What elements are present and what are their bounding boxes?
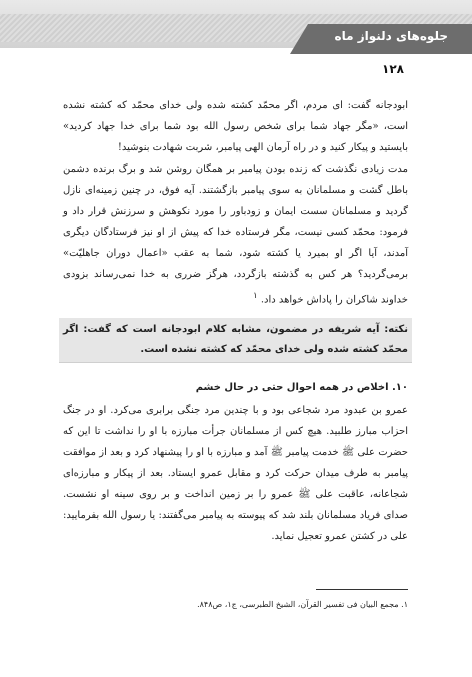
footnote-divider xyxy=(316,589,408,590)
footnote-mark: ۱ xyxy=(253,290,258,300)
paragraph-2-text: مدت زیادی نگذشت که زنده بودن پیامبر بر همگان روشن شد و برگ برنده دشمن باطل گشت و مسلمانان به سوی پیامبر بازگشتند. آیه فوق، در چنین زمینه‌ای نازل گردید و مسلمانان سست ایمان و زودباور را مورد نکوهش و سرزنش قرار داد و فرمود: محمّد کسی نیست، مگر فرستاده خدا که پیش از او نیز فرستادگان دیگری آمدند، آیا اگر او بمیرد یا کشته شود، شما به عقب «اعمال دوران جاهلیّت» برمی‌گردید؟ هر کس به گذشته بازگردد، هرگز ضرری به خدا نمی‌رساند بزودی خداوند شاکران را پاداش خواهد داد. xyxy=(63,164,409,306)
section-heading: ۱۰. اخلاص در همه احوال حتی در حال خشم xyxy=(195,382,408,393)
paragraph-1: ابودجانه گفت: ای مردم، اگر محمّد کشته شده ولی خدای محمّد که کشته نشده است، «مگر جهاد شما برای شخص رسول الله بود شما برای خدا جهاد کردید» بایستید و پیکار کنید و در راه آرمان الهی پیامبر، شربت شهادت بنوشید! xyxy=(63,100,408,153)
footnote: ۱. مجمع البیان فی تفسیر القرآن، الشیخ الطبرسی، ج۱، ص۸۴۸. xyxy=(197,600,408,609)
note-text: نکته: آیه شریفه در مضمون، مشابه کلام ابودجانه است که گفت: اگر محمّد کشته شده ولی خدای محمّد که کشته نشده است. xyxy=(63,324,408,355)
book-title: جلوه‌های دلنواز ماه xyxy=(334,29,448,43)
page-number: ۱۲۸ xyxy=(382,62,404,76)
paragraph-2 xyxy=(63,159,408,310)
paragraph-3: عمرو بن عبدود مرد شجاعی بود و با چندین مرد جنگی برابری می‌کرد. او در جنگ احزاب مبارز طلبید. هیچ کس از مسلمانان جرأت مبارزه با او را نداشت تا این که حضرت علی ﷺ خدمت پیامبر ﷺ آمد و مبارزه با او را پیشنهاد کرد و بعد از موافقت پیامبر به طرف میدان حرکت کرد و مقابل عمرو ایستاد. بعد از پیکار و مبارزه‌ای شجاعانه، عاقبت علی ﷺ عمرو را بر زمین انداخت و بر روی سینه او نشست. صدای فریاد مسلمانان بلند شد که پیوسته به پیامبر می‌گفتند: یا رسول الله بفرمایید: علی در کشتن عمرو تعجیل نماید. xyxy=(63,405,408,542)
